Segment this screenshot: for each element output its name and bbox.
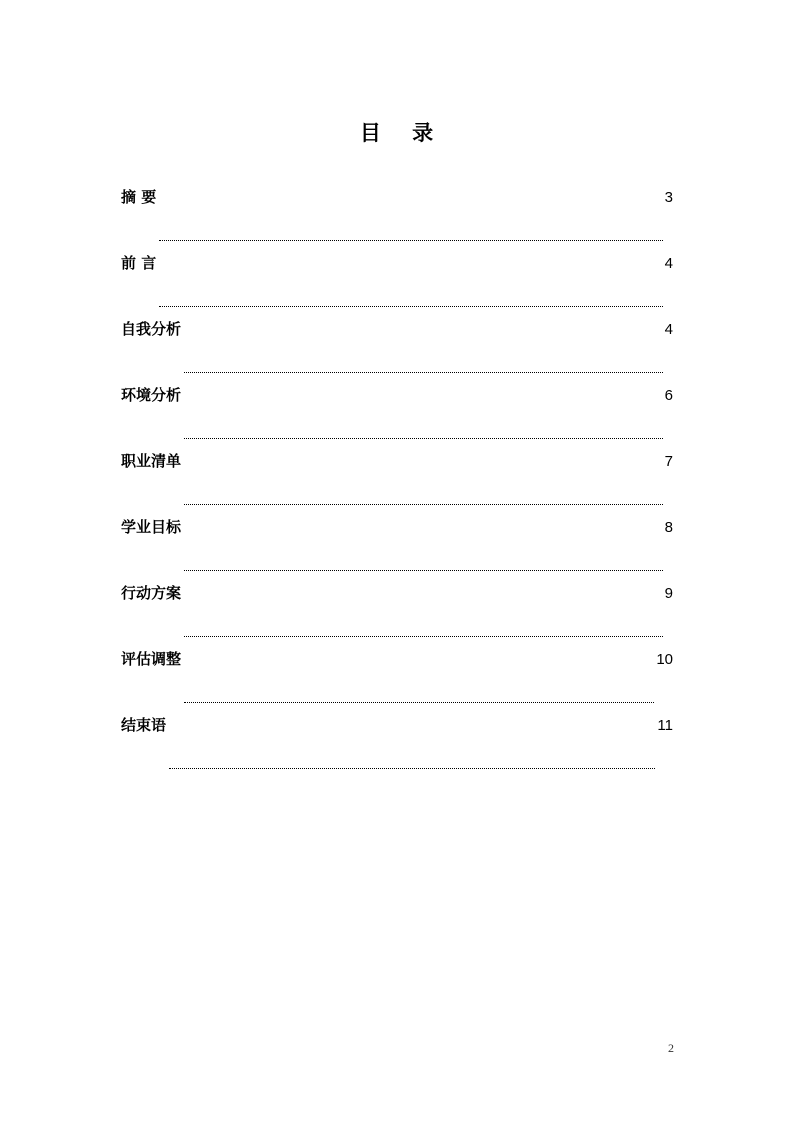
toc-leader-dots [184,569,663,571]
toc-entry-abstract[interactable] [121,186,673,252]
toc-entry-evaluation[interactable] [121,648,673,714]
toc-leader-dots [184,371,663,373]
toc-entry-academic-goals[interactable] [121,516,673,582]
toc-entry-self-analysis[interactable] [121,318,673,384]
toc-entry-label: 自我分析 [121,320,182,338]
toc-entry-page: 9 [664,585,673,602]
table-of-contents [121,186,673,780]
toc-entry-label: 评估调整 [121,650,182,668]
toc-entry-page: 7 [664,453,673,470]
toc-entry-page: 4 [664,255,673,272]
toc-leader-dots [159,305,662,307]
toc-entry-label: 职业清单 [121,452,182,470]
page-title: 目 录 [359,121,446,145]
toc-leader-dots [184,635,663,637]
toc-leader-dots [184,437,663,439]
toc-entry-label: 学业目标 [121,518,182,536]
toc-entry-label: 行动方案 [121,584,182,602]
toc-entry-page: 3 [664,189,673,206]
toc-leader-dots [159,239,662,241]
toc-entry-action-plan[interactable] [121,582,673,648]
toc-entry-career-list[interactable] [121,450,673,516]
toc-entry-label: 前 言 [121,254,157,272]
toc-entry-label: 环境分析 [121,386,182,404]
toc-leader-dots [184,701,654,703]
toc-entry-label: 摘 要 [121,188,157,206]
toc-entry-environment-analysis[interactable] [121,384,673,450]
toc-leader-dots [184,503,663,505]
toc-entry-conclusion[interactable] [121,714,673,780]
toc-entry-page: 10 [656,651,673,668]
toc-leader-dots [169,767,655,769]
toc-entry-page: 4 [664,321,673,338]
toc-entry-page: 8 [664,519,673,536]
toc-entry-label: 结束语 [121,716,167,734]
toc-entry-page: 11 [657,717,673,734]
toc-entry-preface[interactable] [121,252,673,318]
toc-entry-page: 6 [664,387,673,404]
page-number: 2 [668,1041,674,1055]
